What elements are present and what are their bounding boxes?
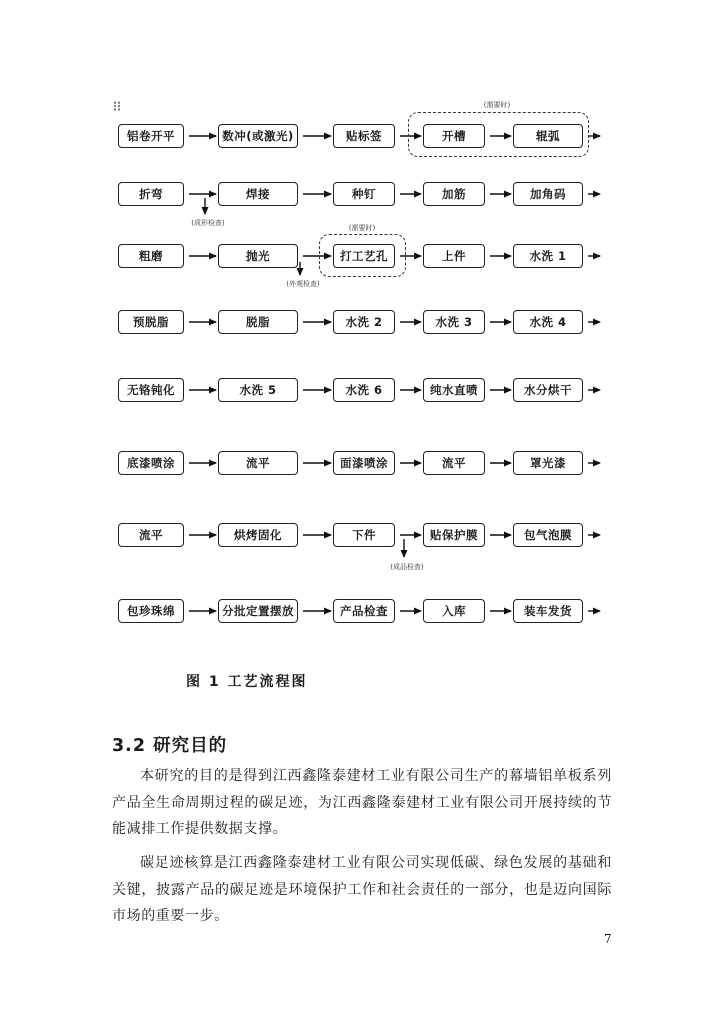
process-step: 水洗 6 — [333, 378, 395, 402]
section-heading: 3.2 研究目的 — [112, 736, 228, 756]
process-step: 种钉 — [333, 182, 395, 206]
process-step: 烘烤固化 — [218, 523, 298, 547]
inspection-label: (外观检查) — [286, 280, 320, 288]
process-step: 水洗 4 — [513, 310, 583, 334]
process-step: 罩光漆 — [513, 451, 583, 475]
process-step: 流平 — [423, 451, 485, 475]
process-step: 打工艺孔 — [333, 244, 395, 268]
process-step: 辊弧 — [513, 124, 583, 148]
process-step: 装车发货 — [513, 599, 583, 623]
optional-label: (需要时) — [483, 101, 511, 109]
process-step: 抛光 — [218, 244, 298, 268]
process-step: 水洗 5 — [218, 378, 298, 402]
process-step: 数冲(或激光) — [218, 124, 298, 148]
process-step: 无铬钝化 — [118, 378, 184, 402]
process-step: 加角码 — [513, 182, 583, 206]
process-step: 水洗 2 — [333, 310, 395, 334]
optional-group-border — [408, 112, 589, 157]
process-step: 贴保护膜 — [423, 523, 485, 547]
process-step: 折弯 — [118, 182, 184, 206]
figure-caption: 图 1 工艺流程图 — [186, 674, 308, 690]
process-step: 分批定置摆放 — [218, 599, 298, 623]
process-step: 贴标签 — [333, 124, 395, 148]
process-step: 预脱脂 — [118, 310, 184, 334]
inspection-label: (成品检查) — [390, 563, 424, 571]
paragraph-purpose: 本研究的目的是得到江西鑫隆泰建材工业有限公司生产的幕墙铝单板系列产品全生命周期过程的碳足迹，为江西鑫隆泰建材工业有限公司开展持续的节能减排工作提供数据支撑。 — [112, 768, 612, 837]
process-step: 脱脂 — [218, 310, 298, 334]
process-step: 面漆喷涂 — [333, 451, 395, 475]
process-step: 焊接 — [218, 182, 298, 206]
process-step: 流平 — [218, 451, 298, 475]
process-step: 铝卷开平 — [118, 124, 184, 148]
process-step: 入库 — [423, 599, 485, 623]
process-step: 上件 — [423, 244, 485, 268]
process-step: 加筋 — [423, 182, 485, 206]
process-step: 水分烘干 — [513, 378, 583, 402]
process-step: 底漆喷涂 — [118, 451, 184, 475]
process-step: 产品检查 — [333, 599, 395, 623]
process-step: 水洗 1 — [513, 244, 583, 268]
inspection-label: (成形检查) — [191, 219, 225, 227]
process-step: 包气泡膜 — [513, 523, 583, 547]
page-number: 7 — [604, 932, 612, 946]
process-step: 流平 — [118, 523, 184, 547]
process-step: 粗磨 — [118, 244, 184, 268]
drag-handle-icon — [113, 101, 121, 111]
process-step: 包珍珠绵 — [118, 599, 184, 623]
process-step: 开槽 — [423, 124, 485, 148]
process-step: 下件 — [333, 523, 395, 547]
paragraph-carbon-footprint: 碳足迹核算是江西鑫隆泰建材工业有限公司实现低碳、绿色发展的基础和关键，披露产品的碳足迹是环境保护工作和社会责任的一部分，也是迈向国际市场的重要一步。 — [112, 855, 612, 924]
optional-group-border — [319, 234, 406, 277]
process-step: 纯水直喷 — [423, 378, 485, 402]
process-step: 水洗 3 — [423, 310, 485, 334]
optional-label: (需要时) — [348, 224, 376, 232]
